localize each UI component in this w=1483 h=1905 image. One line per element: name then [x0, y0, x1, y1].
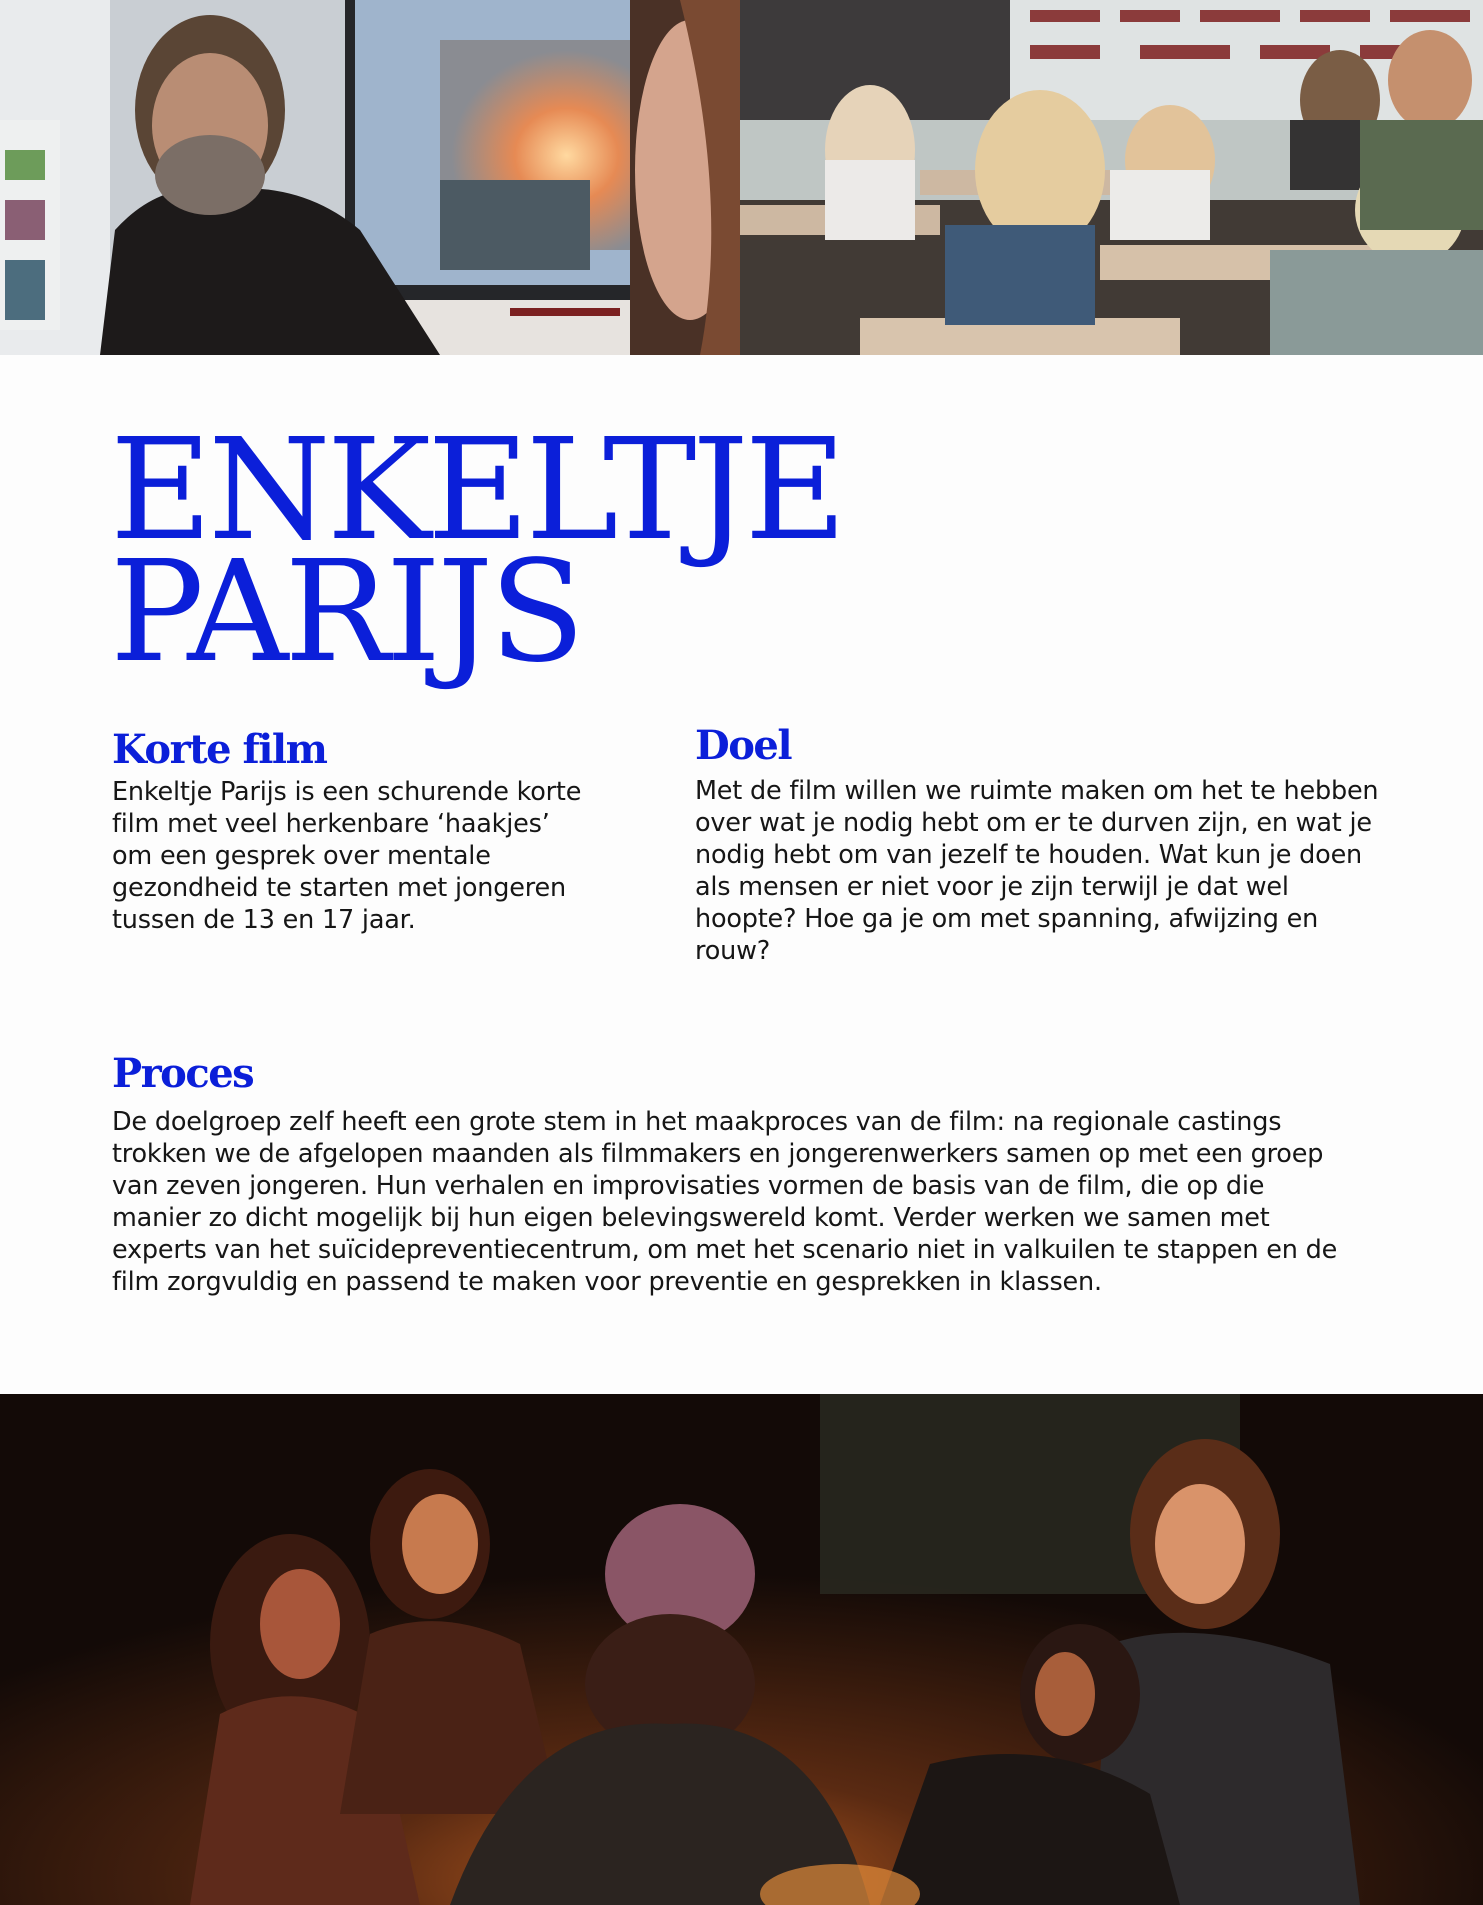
section-text-doel: Met de film willen we ruimte maken om het te hebben over wat je nodig hebt om er te durven zijn, en wat je nodig hebt om van jezelf te houden. Wat kun je doen als mensen er niet voor je zijn terwijl je dat wel hoopte? Hoe ga je om met spanning, afwijzing en rouw?: [695, 776, 1379, 966]
film-still-teacher: [0, 0, 740, 355]
film-still-campfire: [0, 1394, 1483, 1905]
section-text-proces: De doelgroep zelf heeft een grote stem in het maakproces van de film: na regionale castings trokken we de afgelopen maanden als filmmakers en jongerenwerkers samen op met een groep van zeven jongeren. Hun verhalen en improvisaties vormen de basis van de film, die op die manier zo dicht mogelijk bij hun eigen belevingswereld komt. Verder werken we samen met experts van het suïcidepreventiecentrum, om met het scenario niet in valkuilen te stappen en de film zorgvuldig en passend te maken voor preventie en gesprekken in klassen.: [112, 1107, 1338, 1297]
title-line-2: PARIJS: [110, 531, 582, 694]
section-text-korte-film: Enkeltje Parijs is een schurende korte film met veel herkenbare ‘haakjes’ om een gesprek over mentale gezondheid te starten met jongeren tussen de 13 en 17 jaar.: [112, 777, 582, 935]
film-still-classroom: [740, 0, 1483, 355]
section-heading-proces: Proces: [112, 1050, 254, 1097]
page-title: [110, 409, 843, 694]
section-heading-korte-film: Korte film: [112, 726, 327, 773]
section-heading-doel: Doel: [695, 722, 792, 769]
title-line-1: ENKELTJE: [110, 409, 843, 572]
